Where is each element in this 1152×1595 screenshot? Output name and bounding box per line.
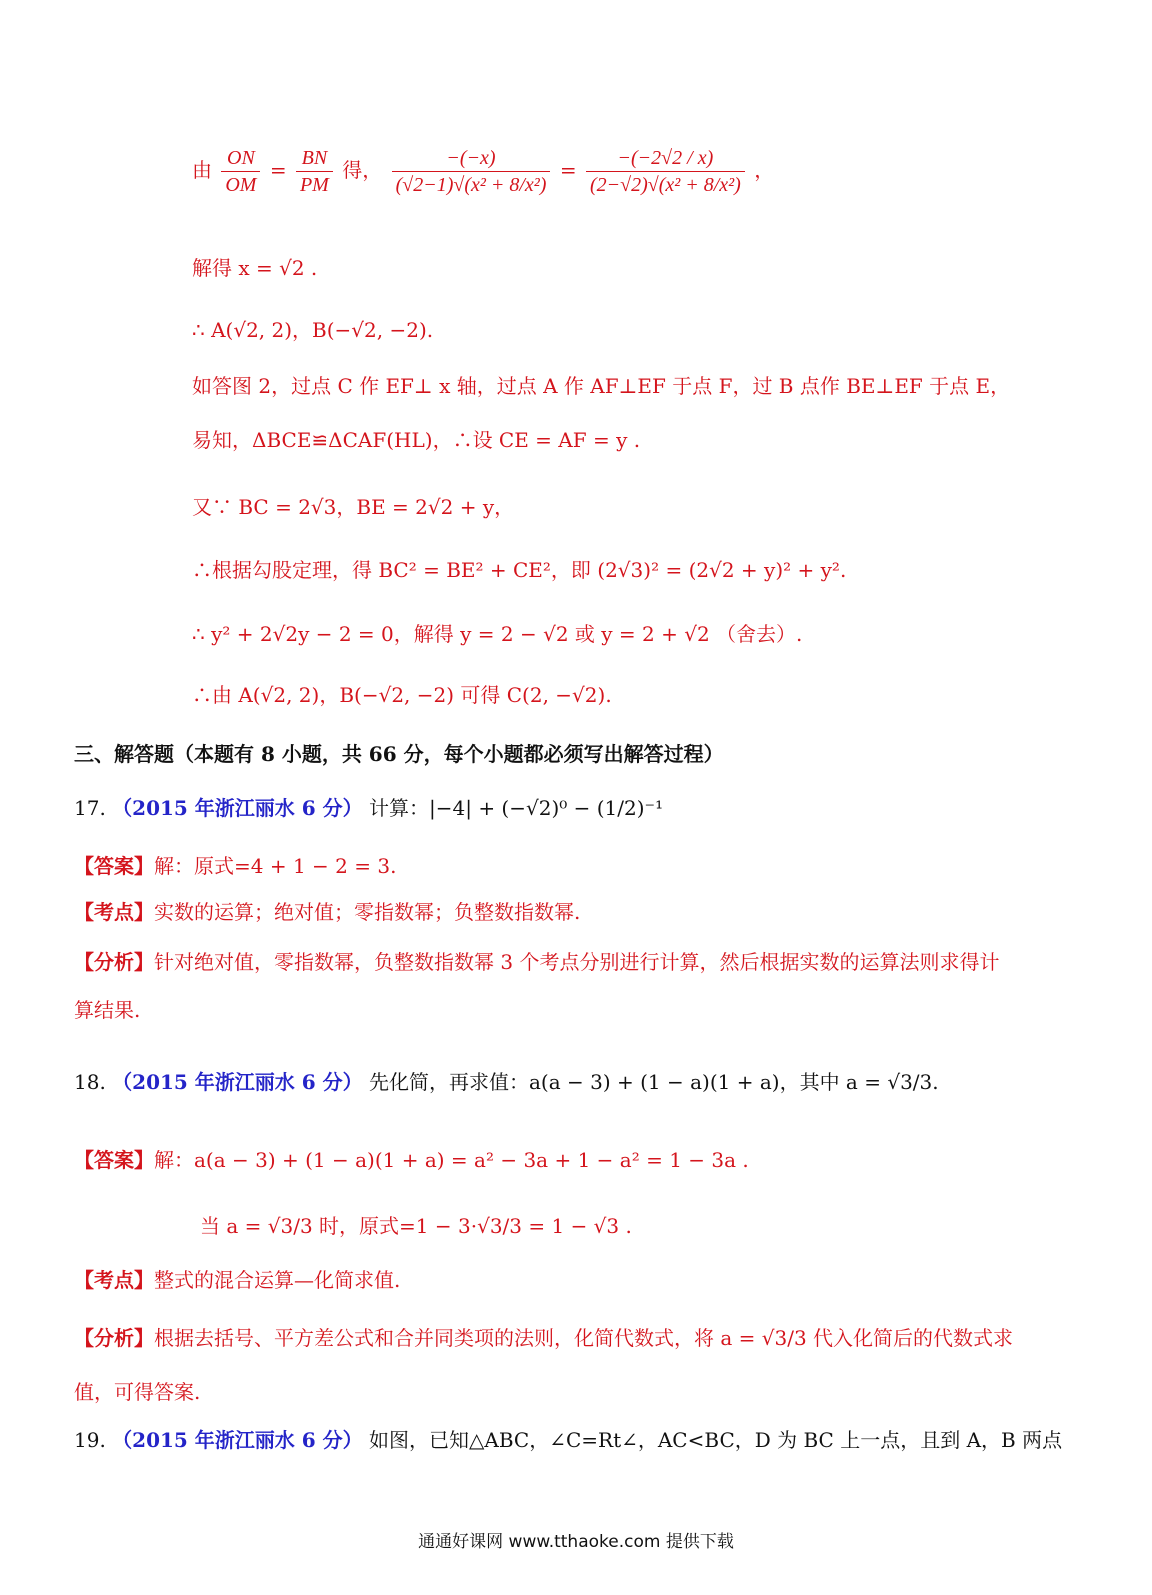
question-text: 计算：|−4| + (−√2)⁰ − (1/2)⁻¹ bbox=[369, 796, 664, 820]
lengths-line: 又∵ BC = 2√3，BE = 2√2 + y， bbox=[192, 495, 515, 519]
analysis-18: 【分析】根据去括号、平方差公式和合并同类项的法则，化简代数式，将 a = √3/3 代入化简后的代数式求 bbox=[74, 1326, 1014, 1350]
analysis-17: 【分析】针对绝对值，零指数幂，负整数指数幂 3 个考点分别进行计算，然后根据实数的运算法则求得计 bbox=[74, 950, 1000, 974]
question-source: （2015 年浙江丽水 6 分） bbox=[112, 1070, 363, 1094]
question-text: 先化简，再求值：a(a − 3) + (1 − a)(1 + a)，其中 a = √3/3. bbox=[369, 1070, 939, 1094]
question-17 bbox=[74, 794, 663, 822]
fraction-on-om: $\frac{ON}{OM}$ bbox=[221, 145, 260, 198]
fraction-bn-pm: $\frac{BN}{PM}$ bbox=[296, 145, 333, 198]
fraction-lhs: $\frac{-(-x)}{\text{(√2−1)√(x² + 8/x²)}}$ bbox=[392, 145, 551, 198]
answer-tag: 【答案】 bbox=[74, 1148, 154, 1172]
answer-tag: 【答案】 bbox=[74, 854, 154, 878]
quadratic-line: ∴ y² + 2√2y − 2 = 0，解得 y = 2 − √2 或 y = 2 + √2 （舍去）. bbox=[192, 622, 803, 646]
analysis-tag: 【分析】 bbox=[74, 950, 154, 974]
answer-18: 【答案】解：a(a − 3) + (1 − a)(1 + a) = a² − 3a + 1 − a² = 1 − 3a . bbox=[74, 1148, 749, 1172]
construction-line: 如答图 2，过点 C 作 EF⊥ x 轴，过点 A 作 AF⊥EF 于点 F，过 B 点作 BE⊥EF 于点 E， bbox=[192, 374, 1011, 398]
question-source: （2015 年浙江丽水 6 分） bbox=[112, 1428, 363, 1452]
text-mid: 得， bbox=[342, 158, 383, 182]
answer-18-substitution: 当 a = √3/3 时，原式=1 − 3·√3/3 = 1 − √3 . bbox=[200, 1214, 632, 1238]
question-19 bbox=[74, 1426, 1062, 1454]
analysis-17-cont: 算结果. bbox=[74, 998, 141, 1022]
analysis-tag: 【分析】 bbox=[74, 1326, 154, 1350]
section-heading: 三、解答题（本题有 8 小题，共 66 分，每个小题都必须写出解答过程） bbox=[74, 742, 724, 766]
equation-ratio-line: 由 $\frac{ON}{OM}$ = $\frac{BN}{PM}$ 得， $\frac{-(-x)}{\text{(√2−1)√(x² + 8/x²)}}$ = $\frac{-(-2√2 / x)}{\text{(2−√2)√(x² + 8/x²)}}$ ， bbox=[192, 147, 775, 196]
congruence-line: 易知，ΔBCE≌ΔCAF(HL)，∴设 CE = AF = y . bbox=[192, 428, 641, 452]
fraction-rhs: $\frac{-(-2√2 / x)}{\text{(2−√2)√(x² + 8/x²)}}$ bbox=[586, 145, 745, 198]
point-tag: 【考点】 bbox=[74, 900, 154, 924]
answer-17: 【答案】解：原式=4 + 1 − 2 = 3. bbox=[74, 854, 397, 878]
page-footer: 通通好课网 www.tthaoke.com 提供下载 bbox=[418, 1532, 734, 1552]
question-number: 17. bbox=[74, 796, 106, 820]
solution-x-line: 解得 x = √2 . bbox=[192, 256, 318, 280]
question-number: 19. bbox=[74, 1428, 106, 1452]
point-17: 【考点】实数的运算；绝对值；零指数幂；负整数指数幂. bbox=[74, 900, 581, 924]
text-prefix: 由 bbox=[192, 158, 212, 182]
question-source: （2015 年浙江丽水 6 分） bbox=[112, 796, 363, 820]
points-ab-line: ∴ A(√2, 2)，B(−√2, −2). bbox=[192, 318, 434, 342]
point-tag: 【考点】 bbox=[74, 1268, 154, 1292]
question-number: 18. bbox=[74, 1070, 106, 1094]
pythagoras-line: ∴根据勾股定理，得 BC² = BE² + CE²，即 (2√3)² = (2√2 + y)² + y². bbox=[192, 558, 847, 582]
point-c-line: ∴由 A(√2, 2)，B(−√2, −2) 可得 C(2, −√2). bbox=[192, 683, 612, 707]
question-18 bbox=[74, 1068, 939, 1096]
analysis-18-cont: 值，可得答案. bbox=[74, 1380, 201, 1404]
question-text: 如图，已知△ABC，∠C=Rt∠，AC<BC，D 为 BC 上一点，且到 A，B 两点 bbox=[369, 1428, 1063, 1452]
point-18: 【考点】整式的混合运算—化简求值. bbox=[74, 1268, 401, 1292]
